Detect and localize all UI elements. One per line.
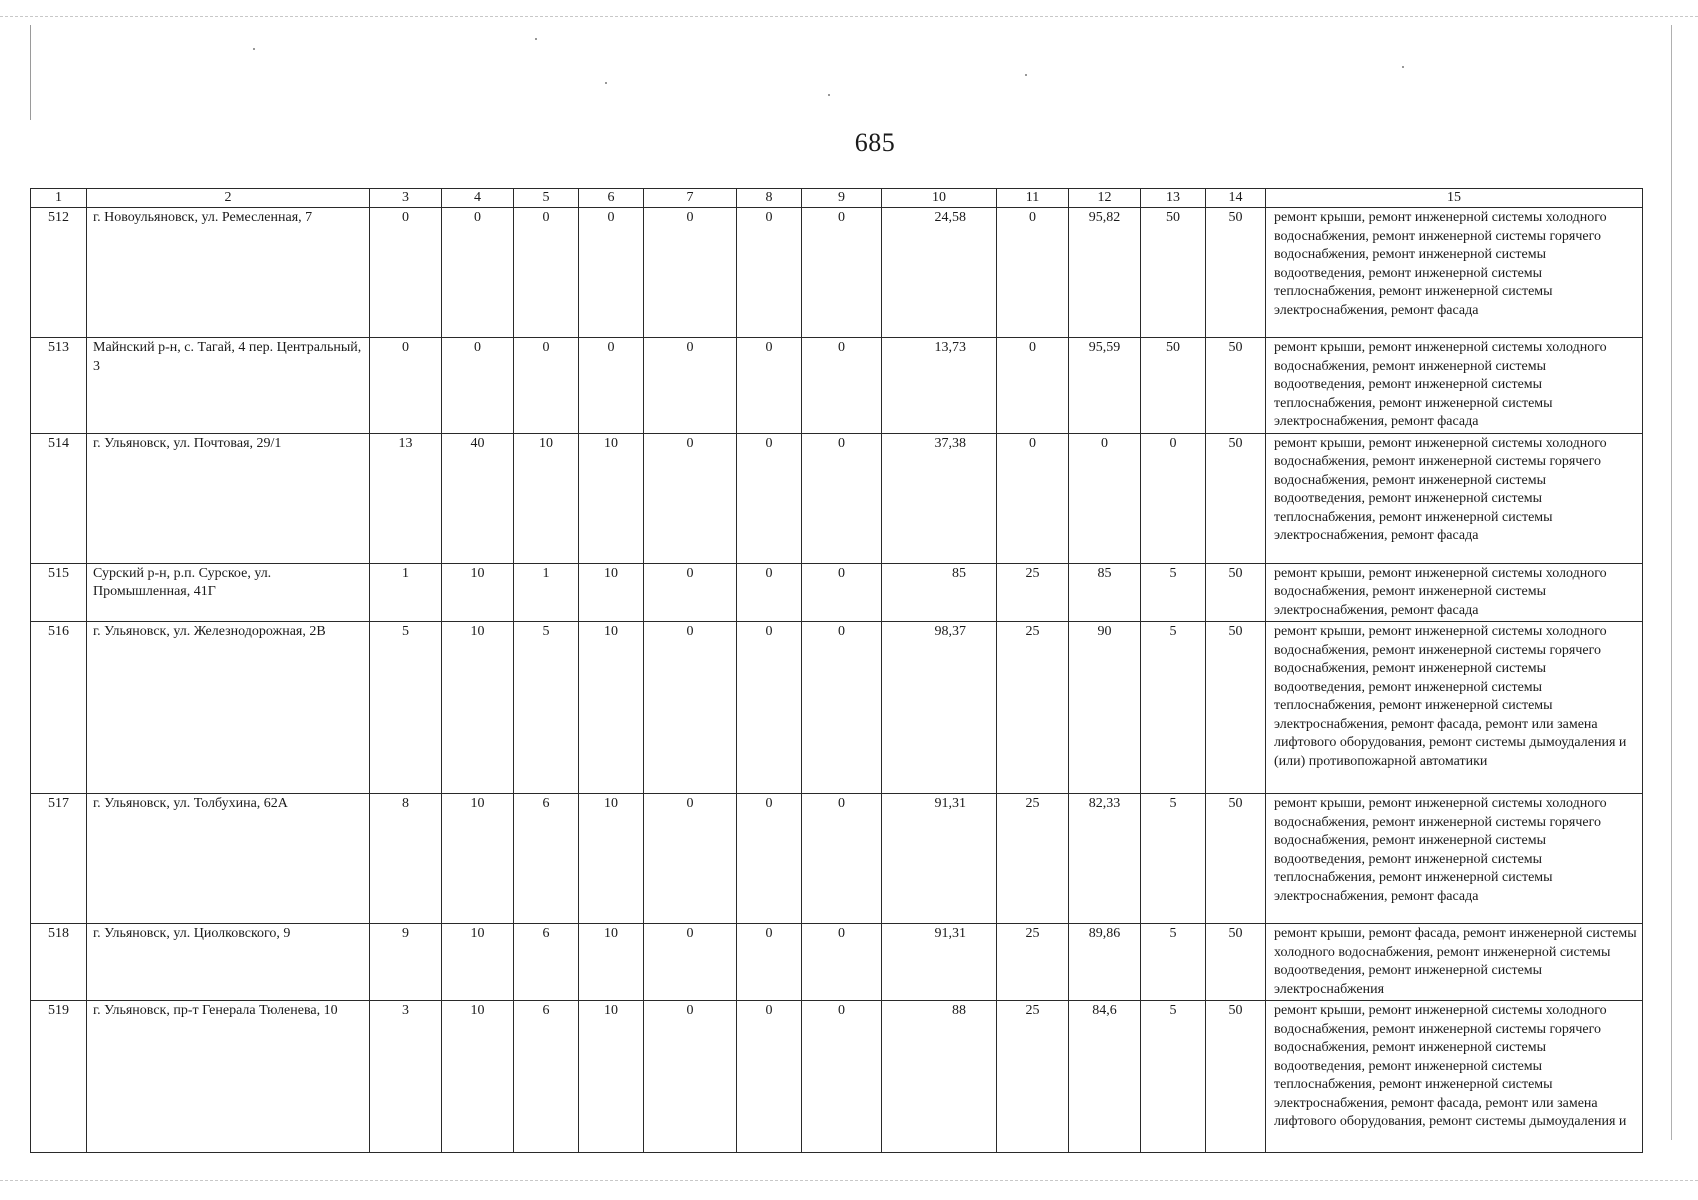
- value-cell: 1: [514, 563, 579, 622]
- column-number-row: [31, 189, 1643, 208]
- value-cell: 0: [579, 208, 644, 338]
- value-cell: 10: [579, 622, 644, 794]
- works-cell: ремонт крыши, ремонт инженерной системы холодного водоснабжения, ремонт инженерной системы электроснабжения, ремонт фасада: [1266, 563, 1643, 622]
- value-cell: 0: [997, 208, 1069, 338]
- works-cell: ремонт крыши, ремонт инженерной системы холодного водоснабжения, ремонт инженерной системы горячего водоснабжения, ремонт инженерной системы водоотведения, ремонт инженерной системы теплоснабжения, ремонт инженерной системы электроснабжения, ремонт фасада: [1266, 794, 1643, 924]
- table-row: [31, 1001, 1643, 1153]
- column-header: 12: [1069, 189, 1141, 208]
- value-cell: 95,59: [1069, 338, 1141, 434]
- column-header: 13: [1141, 189, 1206, 208]
- value-cell: 0: [737, 433, 802, 563]
- value-cell: 5: [1141, 794, 1206, 924]
- row-number: 519: [31, 1001, 87, 1153]
- value-cell: 5: [514, 622, 579, 794]
- row-number: 513: [31, 338, 87, 434]
- value-cell: 5: [1141, 924, 1206, 1001]
- value-cell: 40: [442, 433, 514, 563]
- value-cell: 50: [1141, 338, 1206, 434]
- value-cell: 0: [644, 208, 737, 338]
- table-row: [31, 433, 1643, 563]
- value-cell: 0: [370, 338, 442, 434]
- value-cell: 88: [882, 1001, 997, 1153]
- address-cell: Майнский р-н, с. Тагай, 4 пер. Центральный, 3: [87, 338, 370, 434]
- value-cell: 3: [370, 1001, 442, 1153]
- value-cell: 50: [1141, 208, 1206, 338]
- value-cell: 37,38: [882, 433, 997, 563]
- value-cell: 82,33: [1069, 794, 1141, 924]
- column-header: 9: [802, 189, 882, 208]
- row-number: 512: [31, 208, 87, 338]
- column-header: 8: [737, 189, 802, 208]
- address-cell: г. Ульяновск, ул. Циолковского, 9: [87, 924, 370, 1001]
- value-cell: 89,86: [1069, 924, 1141, 1001]
- value-cell: 10: [442, 924, 514, 1001]
- row-number: 514: [31, 433, 87, 563]
- value-cell: 6: [514, 924, 579, 1001]
- value-cell: 10: [442, 622, 514, 794]
- page-number: 685: [854, 128, 896, 157]
- scan-speck: [253, 48, 255, 50]
- value-cell: 0: [644, 794, 737, 924]
- column-header: 5: [514, 189, 579, 208]
- table-row: [31, 924, 1643, 1001]
- value-cell: 0: [802, 563, 882, 622]
- value-cell: 5: [1141, 622, 1206, 794]
- scan-edge-bottom: [0, 1180, 1698, 1181]
- value-cell: 10: [442, 1001, 514, 1153]
- scan-edge-left: [30, 25, 31, 120]
- value-cell: 98,37: [882, 622, 997, 794]
- value-cell: 50: [1206, 794, 1266, 924]
- value-cell: 10: [579, 563, 644, 622]
- value-cell: 25: [997, 1001, 1069, 1153]
- value-cell: 0: [644, 338, 737, 434]
- table-row: [31, 622, 1643, 794]
- value-cell: 25: [997, 563, 1069, 622]
- value-cell: 50: [1206, 1001, 1266, 1153]
- value-cell: 10: [579, 1001, 644, 1153]
- scan-edge-top: [0, 16, 1698, 17]
- value-cell: 91,31: [882, 924, 997, 1001]
- value-cell: 0: [514, 338, 579, 434]
- address-cell: г. Ульяновск, ул. Толбухина, 62А: [87, 794, 370, 924]
- value-cell: 0: [737, 1001, 802, 1153]
- works-cell: ремонт крыши, ремонт фасада, ремонт инженерной системы холодного водоснабжения, ремонт инженерной системы водоотведения, ремонт инженерной системы электроснабжения: [1266, 924, 1643, 1001]
- value-cell: 50: [1206, 208, 1266, 338]
- table-row: [31, 208, 1643, 338]
- value-cell: 10: [579, 433, 644, 563]
- scan-edge-right: [1671, 25, 1672, 1140]
- value-cell: 90: [1069, 622, 1141, 794]
- table-row: [31, 794, 1643, 924]
- value-cell: 0: [644, 433, 737, 563]
- value-cell: 50: [1206, 433, 1266, 563]
- column-header: 10: [882, 189, 997, 208]
- value-cell: 50: [1206, 622, 1266, 794]
- value-cell: 25: [997, 622, 1069, 794]
- address-cell: г. Ульяновск, пр-т Генерала Тюленева, 10: [87, 1001, 370, 1153]
- scan-speck: [1402, 66, 1404, 68]
- value-cell: 0: [644, 563, 737, 622]
- value-cell: 0: [997, 338, 1069, 434]
- value-cell: 6: [514, 1001, 579, 1153]
- value-cell: 25: [997, 924, 1069, 1001]
- registry-table: [30, 188, 1643, 1153]
- column-header: 4: [442, 189, 514, 208]
- value-cell: 0: [802, 1001, 882, 1153]
- column-header: 14: [1206, 189, 1266, 208]
- scan-speck: [1025, 74, 1027, 76]
- value-cell: 50: [1206, 338, 1266, 434]
- value-cell: 24,58: [882, 208, 997, 338]
- value-cell: 0: [442, 338, 514, 434]
- value-cell: 0: [1069, 433, 1141, 563]
- value-cell: 0: [644, 622, 737, 794]
- table-row: [31, 338, 1643, 434]
- works-cell: ремонт крыши, ремонт инженерной системы холодного водоснабжения, ремонт инженерной системы горячего водоснабжения, ремонт инженерной системы водоотведения, ремонт инженерной системы теплоснабжения, ремонт инженерной системы электроснабжения, ремонт фасада, ремонт или замена лифтового оборудования, ремонт системы дымоудаления и: [1266, 1001, 1643, 1153]
- column-header: 7: [644, 189, 737, 208]
- value-cell: 0: [370, 208, 442, 338]
- value-cell: 10: [579, 924, 644, 1001]
- column-header: 15: [1266, 189, 1643, 208]
- value-cell: 0: [644, 1001, 737, 1153]
- column-header: 11: [997, 189, 1069, 208]
- value-cell: 0: [802, 794, 882, 924]
- value-cell: 0: [737, 924, 802, 1001]
- value-cell: 0: [737, 338, 802, 434]
- value-cell: 13: [370, 433, 442, 563]
- value-cell: 84,6: [1069, 1001, 1141, 1153]
- row-number: 518: [31, 924, 87, 1001]
- works-cell: ремонт крыши, ремонт инженерной системы холодного водоснабжения, ремонт инженерной системы водоотведения, ремонт инженерной системы теплоснабжения, ремонт инженерной системы электроснабжения, ремонт фасада: [1266, 338, 1643, 434]
- value-cell: 0: [737, 208, 802, 338]
- scan-speck: [535, 38, 537, 40]
- value-cell: 0: [802, 622, 882, 794]
- value-cell: 50: [1206, 563, 1266, 622]
- value-cell: 1: [370, 563, 442, 622]
- value-cell: 0: [737, 622, 802, 794]
- value-cell: 0: [802, 924, 882, 1001]
- works-cell: ремонт крыши, ремонт инженерной системы холодного водоснабжения, ремонт инженерной системы горячего водоснабжения, ремонт инженерной системы водоотведения, ремонт инженерной системы теплоснабжения, ремонт инженерной системы электроснабжения, ремонт фасада: [1266, 433, 1643, 563]
- scan-speck: [828, 94, 830, 96]
- value-cell: 6: [514, 794, 579, 924]
- value-cell: 25: [997, 794, 1069, 924]
- value-cell: 10: [579, 794, 644, 924]
- value-cell: 50: [1206, 924, 1266, 1001]
- column-header: 1: [31, 189, 87, 208]
- works-cell: ремонт крыши, ремонт инженерной системы холодного водоснабжения, ремонт инженерной системы горячего водоснабжения, ремонт инженерной системы водоотведения, ремонт инженерной системы теплоснабжения, ремонт инженерной системы электроснабжения, ремонт фасада, ремонт или замена лифтового оборудования, ремонт системы дымоудаления и (или) противопожарной автоматики: [1266, 622, 1643, 794]
- value-cell: 5: [1141, 1001, 1206, 1153]
- value-cell: 91,31: [882, 794, 997, 924]
- value-cell: 0: [737, 794, 802, 924]
- value-cell: 5: [370, 622, 442, 794]
- value-cell: 0: [737, 563, 802, 622]
- value-cell: 13,73: [882, 338, 997, 434]
- row-number: 516: [31, 622, 87, 794]
- value-cell: 0: [514, 208, 579, 338]
- value-cell: 0: [442, 208, 514, 338]
- row-number: 517: [31, 794, 87, 924]
- value-cell: 0: [802, 208, 882, 338]
- address-cell: г. Новоульяновск, ул. Ремесленная, 7: [87, 208, 370, 338]
- value-cell: 10: [442, 794, 514, 924]
- value-cell: 0: [1141, 433, 1206, 563]
- address-cell: г. Ульяновск, ул. Почтовая, 29/1: [87, 433, 370, 563]
- row-number: 515: [31, 563, 87, 622]
- works-cell: ремонт крыши, ремонт инженерной системы холодного водоснабжения, ремонт инженерной системы горячего водоснабжения, ремонт инженерной системы водоотведения, ремонт инженерной системы теплоснабжения, ремонт инженерной системы электроснабжения, ремонт фасада: [1266, 208, 1643, 338]
- value-cell: 10: [442, 563, 514, 622]
- value-cell: 85: [882, 563, 997, 622]
- value-cell: 0: [579, 338, 644, 434]
- scan-speck: [605, 82, 607, 84]
- value-cell: 0: [802, 338, 882, 434]
- address-cell: г. Ульяновск, ул. Железнодорожная, 2В: [87, 622, 370, 794]
- value-cell: 0: [997, 433, 1069, 563]
- value-cell: 0: [802, 433, 882, 563]
- address-cell: Сурский р-н, р.п. Сурское, ул. Промышленная, 41Г: [87, 563, 370, 622]
- column-header: 6: [579, 189, 644, 208]
- value-cell: 95,82: [1069, 208, 1141, 338]
- column-header: 2: [87, 189, 370, 208]
- value-cell: 5: [1141, 563, 1206, 622]
- column-header: 3: [370, 189, 442, 208]
- value-cell: 85: [1069, 563, 1141, 622]
- value-cell: 10: [514, 433, 579, 563]
- value-cell: 9: [370, 924, 442, 1001]
- table-row: [31, 563, 1643, 622]
- value-cell: 8: [370, 794, 442, 924]
- value-cell: 0: [644, 924, 737, 1001]
